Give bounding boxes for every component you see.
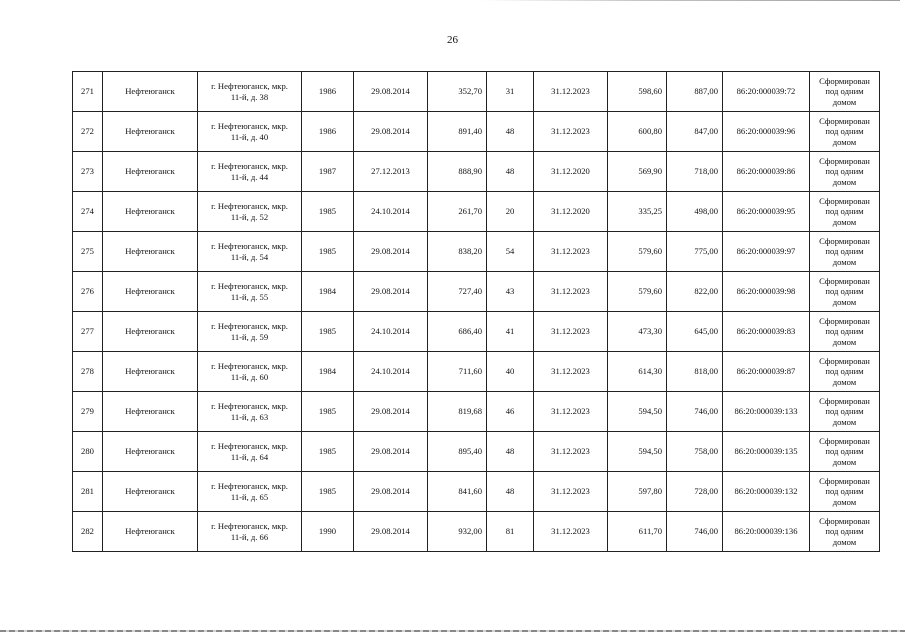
status-line: домом — [832, 376, 857, 387]
status-line: под одним — [825, 366, 864, 377]
address-line: 11-й, д. 64 — [230, 451, 269, 462]
status-line: Сформирован — [819, 195, 870, 206]
table-body — [73, 72, 880, 552]
address-line: 11-й, д. 38 — [230, 91, 269, 102]
status-line: домом — [832, 416, 857, 427]
address-cell — [198, 472, 302, 512]
area-cell: 686,40 — [428, 312, 487, 352]
deadline-cell: 31.12.2023 — [534, 472, 608, 512]
city-cell: Нефтеюганск — [103, 432, 198, 472]
status-cell — [810, 152, 880, 192]
year-built-cell: 1985 — [302, 312, 354, 352]
table-row — [73, 432, 880, 472]
status-cell — [810, 512, 880, 552]
row-number-cell: 279 — [73, 392, 103, 432]
count-cell: 43 — [487, 272, 534, 312]
address-line: 11-й, д. 66 — [230, 531, 269, 542]
value2-cell: 758,00 — [667, 432, 723, 472]
status-line: под одним — [825, 526, 864, 537]
table-row — [73, 352, 880, 392]
status-cell — [810, 312, 880, 352]
address-cell — [198, 392, 302, 432]
value2-cell: 746,00 — [667, 392, 723, 432]
date-cell: 24.10.2014 — [354, 192, 428, 232]
value1-cell: 579,60 — [608, 272, 667, 312]
cadastral-number-cell: 86:20:000039:135 — [723, 432, 810, 472]
value1-cell: 594,50 — [608, 392, 667, 432]
count-cell: 81 — [487, 512, 534, 552]
cadastral-number-cell: 86:20:000039:86 — [723, 152, 810, 192]
value1-cell: 597,80 — [608, 472, 667, 512]
cadastral-number-cell: 86:20:000039:132 — [723, 472, 810, 512]
value1-cell: 335,25 — [608, 192, 667, 232]
address-line: г. Нефтеюганск, мкр. — [211, 401, 288, 411]
table-row — [73, 232, 880, 272]
deadline-cell: 31.12.2023 — [534, 72, 608, 112]
deadline-cell: 31.12.2020 — [534, 152, 608, 192]
cadastral-number-cell: 86:20:000039:72 — [723, 72, 810, 112]
table-row — [73, 312, 880, 352]
date-cell: 29.08.2014 — [354, 112, 428, 152]
city-cell: Нефтеюганск — [103, 472, 198, 512]
deadline-cell: 31.12.2023 — [534, 432, 608, 472]
address-line: г. Нефтеюганск, мкр. — [211, 361, 288, 371]
address-line: 11-й, д. 44 — [230, 171, 269, 182]
status-line: под одним — [825, 446, 864, 457]
address-cell — [198, 72, 302, 112]
deadline-cell: 31.12.2023 — [534, 352, 608, 392]
status-line: под одним — [825, 246, 864, 257]
cadastral-number-cell: 86:20:000039:98 — [723, 272, 810, 312]
year-built-cell: 1987 — [302, 152, 354, 192]
date-cell: 29.08.2014 — [354, 72, 428, 112]
count-cell: 41 — [487, 312, 534, 352]
cadastral-number-cell: 86:20:000039:133 — [723, 392, 810, 432]
status-cell — [810, 192, 880, 232]
table-row — [73, 152, 880, 192]
date-cell: 29.08.2014 — [354, 432, 428, 472]
address-line: г. Нефтеюганск, мкр. — [211, 241, 288, 251]
address-line: 11-й, д. 54 — [230, 251, 269, 262]
status-line: Сформирован — [819, 155, 870, 166]
row-number-cell: 276 — [73, 272, 103, 312]
address-cell — [198, 352, 302, 392]
status-line: под одним — [825, 286, 864, 297]
table-row — [73, 192, 880, 232]
city-cell: Нефтеюганск — [103, 352, 198, 392]
address-line: г. Нефтеюганск, мкр. — [211, 481, 288, 491]
address-cell — [198, 512, 302, 552]
value1-cell: 611,70 — [608, 512, 667, 552]
cadastral-number-cell: 86:20:000039:97 — [723, 232, 810, 272]
address-line: г. Нефтеюганск, мкр. — [211, 201, 288, 211]
city-cell: Нефтеюганск — [103, 232, 198, 272]
area-cell: 819,68 — [428, 392, 487, 432]
status-cell — [810, 352, 880, 392]
address-line: г. Нефтеюганск, мкр. — [211, 321, 288, 331]
address-line: 11-й, д. 65 — [230, 491, 269, 502]
deadline-cell: 31.12.2020 — [534, 192, 608, 232]
status-line: под одним — [825, 86, 864, 97]
cadastral-number-cell: 86:20:000039:96 — [723, 112, 810, 152]
status-line: Сформирован — [819, 235, 870, 246]
year-built-cell: 1985 — [302, 392, 354, 432]
value2-cell: 887,00 — [667, 72, 723, 112]
date-cell: 29.08.2014 — [354, 232, 428, 272]
deadline-cell: 31.12.2023 — [534, 392, 608, 432]
city-cell: Нефтеюганск — [103, 312, 198, 352]
row-number-cell: 273 — [73, 152, 103, 192]
address-line: г. Нефтеюганск, мкр. — [211, 521, 288, 531]
year-built-cell: 1984 — [302, 352, 354, 392]
row-number-cell: 274 — [73, 192, 103, 232]
status-cell — [810, 432, 880, 472]
area-cell: 838,20 — [428, 232, 487, 272]
address-line: г. Нефтеюганск, мкр. — [211, 81, 288, 91]
status-cell — [810, 272, 880, 312]
value2-cell: 847,00 — [667, 112, 723, 152]
year-built-cell: 1986 — [302, 112, 354, 152]
row-number-cell: 281 — [73, 472, 103, 512]
status-line: домом — [832, 216, 857, 227]
table-row — [73, 472, 880, 512]
status-line: домом — [832, 176, 857, 187]
year-built-cell: 1990 — [302, 512, 354, 552]
value1-cell: 569,90 — [608, 152, 667, 192]
deadline-cell: 31.12.2023 — [534, 272, 608, 312]
status-line: под одним — [825, 206, 864, 217]
area-cell: 932,00 — [428, 512, 487, 552]
status-line: под одним — [825, 166, 864, 177]
cadastral-number-cell: 86:20:000039:136 — [723, 512, 810, 552]
value1-cell: 594,50 — [608, 432, 667, 472]
status-line: Сформирован — [819, 475, 870, 486]
address-line: 11-й, д. 52 — [230, 211, 269, 222]
address-line: 11-й, д. 55 — [230, 291, 269, 302]
status-line: Сформирован — [819, 275, 870, 286]
date-cell: 24.10.2014 — [354, 312, 428, 352]
address-line: 11-й, д. 59 — [230, 331, 269, 342]
city-cell: Нефтеюганск — [103, 512, 198, 552]
value2-cell: 818,00 — [667, 352, 723, 392]
value1-cell: 598,60 — [608, 72, 667, 112]
status-cell — [810, 392, 880, 432]
date-cell: 29.08.2014 — [354, 472, 428, 512]
city-cell: Нефтеюганск — [103, 392, 198, 432]
address-cell — [198, 312, 302, 352]
row-number-cell: 275 — [73, 232, 103, 272]
address-cell — [198, 152, 302, 192]
count-cell: 40 — [487, 352, 534, 392]
count-cell: 20 — [487, 192, 534, 232]
address-line: г. Нефтеюганск, мкр. — [211, 281, 288, 291]
row-number-cell: 277 — [73, 312, 103, 352]
deadline-cell: 31.12.2023 — [534, 312, 608, 352]
status-line: домом — [832, 296, 857, 307]
year-built-cell: 1985 — [302, 432, 354, 472]
row-number-cell: 271 — [73, 72, 103, 112]
deadline-cell: 31.12.2023 — [534, 112, 608, 152]
status-line: Сформирован — [819, 435, 870, 446]
address-cell — [198, 232, 302, 272]
date-cell: 27.12.2013 — [354, 152, 428, 192]
value1-cell: 473,30 — [608, 312, 667, 352]
year-built-cell: 1985 — [302, 232, 354, 272]
page-number: 26 — [447, 34, 458, 46]
count-cell: 48 — [487, 112, 534, 152]
count-cell: 46 — [487, 392, 534, 432]
cadastral-number-cell: 86:20:000039:87 — [723, 352, 810, 392]
status-line: под одним — [825, 406, 864, 417]
date-cell: 29.08.2014 — [354, 512, 428, 552]
scan-edge-bottom — [0, 630, 905, 632]
address-cell — [198, 272, 302, 312]
status-line: домом — [832, 96, 857, 107]
status-cell — [810, 72, 880, 112]
deadline-cell: 31.12.2023 — [534, 232, 608, 272]
address-line: г. Нефтеюганск, мкр. — [211, 121, 288, 131]
year-built-cell: 1985 — [302, 472, 354, 512]
city-cell: Нефтеюганск — [103, 192, 198, 232]
city-cell: Нефтеюганск — [103, 72, 198, 112]
value2-cell: 718,00 — [667, 152, 723, 192]
table-row — [73, 512, 880, 552]
address-cell — [198, 112, 302, 152]
address-cell — [198, 432, 302, 472]
value1-cell: 614,30 — [608, 352, 667, 392]
table-row — [73, 72, 880, 112]
status-line: домом — [832, 256, 857, 267]
value1-cell: 600,80 — [608, 112, 667, 152]
status-line: домом — [832, 456, 857, 467]
address-line: 11-й, д. 40 — [230, 131, 269, 142]
area-cell: 841,60 — [428, 472, 487, 512]
value1-cell: 579,60 — [608, 232, 667, 272]
row-number-cell: 272 — [73, 112, 103, 152]
scan-edge-top — [480, 0, 900, 1]
table-row — [73, 272, 880, 312]
area-cell: 711,60 — [428, 352, 487, 392]
address-line: 11-й, д. 63 — [230, 411, 269, 422]
housing-registry-table — [72, 71, 880, 552]
cadastral-number-cell: 86:20:000039:83 — [723, 312, 810, 352]
address-line: 11-й, д. 60 — [230, 371, 269, 382]
row-number-cell: 282 — [73, 512, 103, 552]
cadastral-number-cell: 86:20:000039:95 — [723, 192, 810, 232]
row-number-cell: 278 — [73, 352, 103, 392]
status-line: под одним — [825, 326, 864, 337]
status-cell — [810, 112, 880, 152]
status-line: домом — [832, 336, 857, 347]
date-cell: 29.08.2014 — [354, 392, 428, 432]
status-line: домом — [832, 536, 857, 547]
table-row — [73, 112, 880, 152]
row-number-cell: 280 — [73, 432, 103, 472]
area-cell: 891,40 — [428, 112, 487, 152]
date-cell: 29.08.2014 — [354, 272, 428, 312]
status-line: Сформирован — [819, 315, 870, 326]
status-line: Сформирован — [819, 355, 870, 366]
status-line: Сформирован — [819, 75, 870, 86]
year-built-cell: 1986 — [302, 72, 354, 112]
status-line: под одним — [825, 126, 864, 137]
value2-cell: 822,00 — [667, 272, 723, 312]
year-built-cell: 1984 — [302, 272, 354, 312]
year-built-cell: 1985 — [302, 192, 354, 232]
area-cell: 352,70 — [428, 72, 487, 112]
deadline-cell: 31.12.2023 — [534, 512, 608, 552]
value2-cell: 728,00 — [667, 472, 723, 512]
city-cell: Нефтеюганск — [103, 272, 198, 312]
count-cell: 48 — [487, 472, 534, 512]
area-cell: 261,70 — [428, 192, 487, 232]
area-cell: 895,40 — [428, 432, 487, 472]
address-cell — [198, 192, 302, 232]
status-line: Сформирован — [819, 395, 870, 406]
status-cell — [810, 472, 880, 512]
count-cell: 48 — [487, 432, 534, 472]
table-row — [73, 392, 880, 432]
address-line: г. Нефтеюганск, мкр. — [211, 161, 288, 171]
area-cell: 727,40 — [428, 272, 487, 312]
status-line: Сформирован — [819, 515, 870, 526]
area-cell: 888,90 — [428, 152, 487, 192]
count-cell: 31 — [487, 72, 534, 112]
value2-cell: 645,00 — [667, 312, 723, 352]
address-line: г. Нефтеюганск, мкр. — [211, 441, 288, 451]
value2-cell: 746,00 — [667, 512, 723, 552]
status-cell — [810, 232, 880, 272]
status-line: под одним — [825, 486, 864, 497]
value2-cell: 775,00 — [667, 232, 723, 272]
city-cell: Нефтеюганск — [103, 152, 198, 192]
count-cell: 54 — [487, 232, 534, 272]
status-line: домом — [832, 136, 857, 147]
count-cell: 48 — [487, 152, 534, 192]
status-line: Сформирован — [819, 115, 870, 126]
city-cell: Нефтеюганск — [103, 112, 198, 152]
date-cell: 24.10.2014 — [354, 352, 428, 392]
value2-cell: 498,00 — [667, 192, 723, 232]
status-line: домом — [832, 496, 857, 507]
